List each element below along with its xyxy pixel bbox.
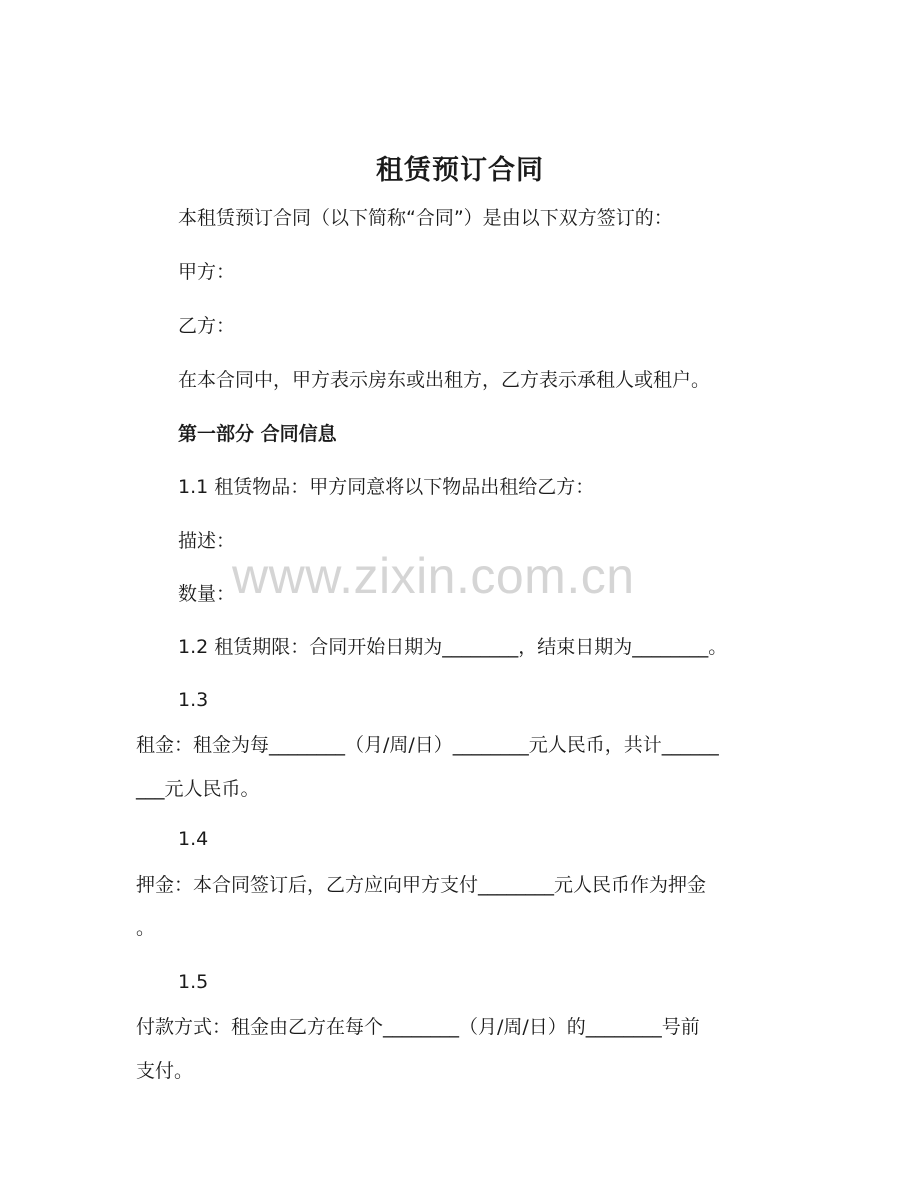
party-a-line: 甲方：	[178, 261, 236, 283]
clause-1-4-number: 1.4	[178, 828, 209, 850]
clause-1-2: 1.2 租赁期限：合同开始日期为________，结束日期为________。	[178, 636, 728, 658]
clause-1-3-line-2: ___元人民币。	[136, 778, 260, 800]
clause-1-4-line-2: 。	[136, 917, 156, 939]
document-title: 租赁预订合同	[376, 155, 544, 186]
description-line: 描述：	[178, 530, 236, 552]
watermark-text: www.zixin.com.cn	[232, 548, 635, 604]
clause-1-5-number: 1.5	[178, 971, 209, 993]
clause-1-4-line-1: 押金：本合同签订后，乙方应向甲方支付________元人民币作为押金	[136, 874, 707, 896]
clause-1-5-line-1: 付款方式：租金由乙方在每个________（月/周/日）的________号前	[136, 1016, 700, 1038]
clause-1-3-line-1: 租金：租金为每________（月/周/日）________元人民币，共计______	[136, 734, 719, 756]
party-b-line: 乙方：	[178, 315, 236, 337]
quantity-line: 数量：	[178, 583, 236, 605]
clause-1-5-line-2: 支付。	[136, 1060, 194, 1082]
clause-1-1: 1.1 租赁物品：甲方同意将以下物品出租给乙方：	[178, 476, 595, 498]
clause-1-3-number: 1.3	[178, 689, 209, 711]
section-1-heading: 第一部分 合同信息	[178, 423, 337, 445]
intro-paragraph: 本租赁预订合同（以下简称“合同”）是由以下双方签订的：	[178, 207, 673, 229]
definition-paragraph: 在本合同中，甲方表示房东或出租方，乙方表示承租人或租户。	[178, 369, 711, 391]
